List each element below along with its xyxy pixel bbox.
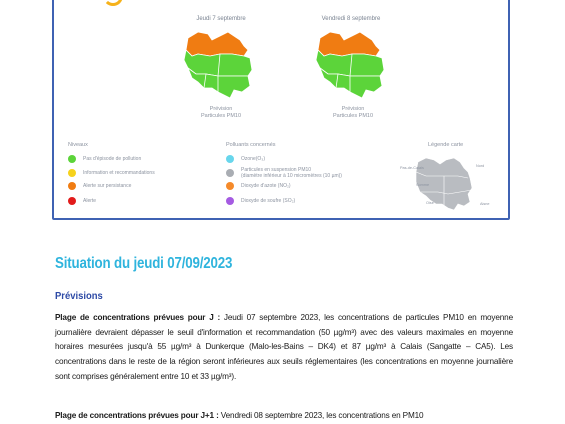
logo-icon [103,0,123,6]
situation-title: Situation du jeudi 07/09/2023 [55,255,233,272]
level-label: Pas d'épisode de pollution [83,156,142,162]
pollutants-title: Polluants concernés [226,142,276,148]
pollutant-dot-pm10 [226,169,234,177]
map1-zone-coast [186,32,248,56]
pollutant-dot-no2 [226,182,234,190]
level-row [68,170,155,177]
level-label: Alerte [83,198,97,204]
pollutant-row [226,183,291,190]
map2-caption-1: Prévision [341,106,365,112]
map1-caption-2: Particules PM10 [200,113,242,119]
paragraph-day-j [55,311,513,385]
pollutant-row [226,167,342,179]
paragraph-lead: Plage de concentrations prévues pour J+1 : [55,411,219,420]
level-dot-orange [68,182,76,190]
pollutant-row [226,198,295,205]
forecast-subtitle: Prévisions [55,290,103,302]
paragraph-day-j1 [55,409,513,424]
level-row [68,156,141,163]
level-label: Alerte sur persistance [83,183,132,189]
map2-caption-2: Particules PM10 [332,113,374,119]
paragraph-text: Jeudi 07 septembre 2023, les concentrations de particules PM10 en moyenne journalière devraient dépasser le seuil d'information et recommandation (50 µg/m³) avec des valeurs maximales en moyenne horaires mesurées jusqu'à 55 µg/m³ à Dunkerque (Malo-les-Bains – DK4) et 87 µg/m³ à Calais (Sangatte – CA5). Les concentrations dans le reste de la région seront inférieures aux seuils réglementaires (les concentrations en moyenne journalière sont comprises généralement entre 10 et 33 µg/m³). [55,313,513,381]
dept-label: Nord [476,164,485,168]
level-row [68,198,96,205]
pollutant-label: Dioxyde de soufre (SO₂) [241,198,296,204]
level-dot-yellow [68,169,76,177]
pollutant-label: Ozone(O₃) [241,156,265,162]
forecast-map-day1 [184,30,256,100]
level-dot-green [68,155,76,163]
paragraph-text: Vendredi 08 septembre 2023, les concentrations en PM10 [218,411,424,420]
dept-label: Somme [416,183,430,187]
pollutant-dot-so2 [226,197,234,205]
level-label: Information et recommandations [83,170,155,176]
day1-title: Jeudi 7 septembre [196,16,246,22]
dept-label: Oise [426,201,434,205]
forecast-map-day2 [316,30,388,100]
paragraph-lead: Plage de concentrations prévues pour J : [55,313,221,322]
map1-caption-1: Prévision [209,106,233,112]
level-dot-red [68,197,76,205]
map2-zone-coast [318,32,380,56]
map-legend-title: Légende carte [428,142,464,148]
level-row [68,183,131,190]
dept-label: Pas-de-Calais [400,166,424,170]
pollutant-label-detail: (diamètre inférieur à 10 micromètres (10 µm)) [241,173,342,179]
pollutant-label: Particules en suspension PM10 [241,167,312,173]
dept-label: Aisne [480,202,490,206]
pollutant-row [226,156,265,163]
pollutant-dot-ozone [226,155,234,163]
pollutant-label: Dioxyde d'azote (NO₂) [241,183,291,189]
day2-title: Vendredi 8 septembre [321,16,381,22]
levels-title: Niveaux [68,142,88,148]
